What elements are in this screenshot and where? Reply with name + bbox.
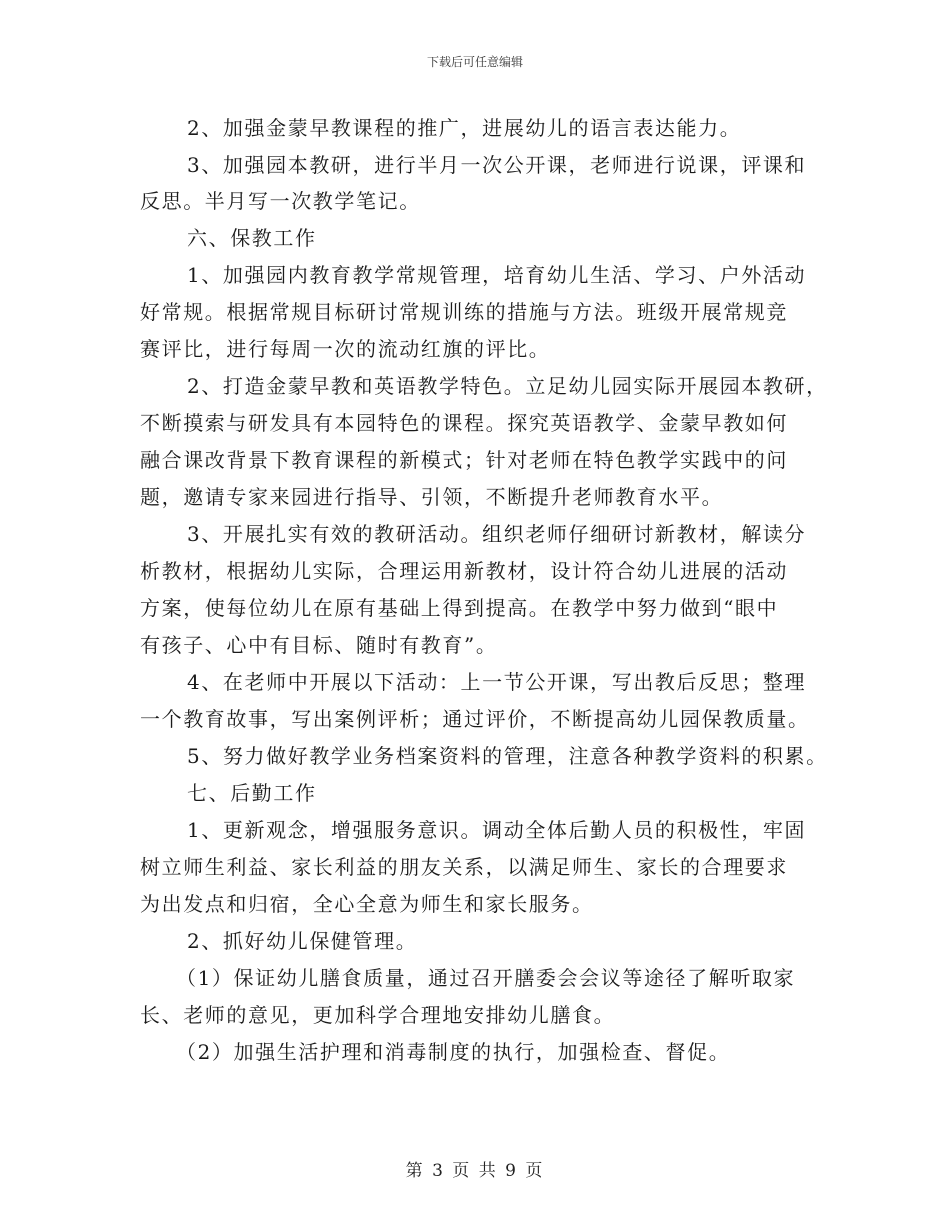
paragraph-line: 题，邀请专家来园进行指导、引领，不断提升老师教育水平。 [140, 485, 724, 509]
paragraph-line: 树立师生利益、家长利益的朋友关系，以满足师生、家长的合理要求 [140, 855, 788, 879]
paragraph-line: 好常规。根据常规目标研讨常规训练的措施与方法。班级开展常规竞 [140, 300, 788, 324]
paragraph-line: 4、在老师中开展以下活动：上一节公开课，写出教后反思；整理 [187, 670, 807, 694]
paragraph-line: 赛评比，进行每周一次的流动红旗的评比。 [140, 337, 551, 361]
paragraph-line: 2、加强金蒙早教课程的推广，进展幼儿的语言表达能力。 [187, 116, 742, 140]
paragraph-line: 方案，使每位幼儿在原有基础上得到提高。在教学中努力做到“眼中 [140, 596, 779, 620]
paragraph-line: 1、加强园内教育教学常规管理，培育幼儿生活、学习、户外活动 [187, 263, 807, 287]
page-footer: 第 3 页 共 9 页 [405, 1161, 545, 1181]
paragraph-line: 5、努力做好教学业务档案资料的管理，注意各种教学资料的积累。 [187, 744, 828, 768]
paragraph-line: 一个教育故事，写出案例评析；通过评价，不断提高幼儿园保教质量。 [140, 707, 810, 731]
paragraph-line: 2、打造金蒙早教和英语教学特色。立足幼儿园实际开展园本教研， [187, 374, 828, 398]
paragraph-line: 不断摸索与研发具有本园特色的课程。探究英语教学、金蒙早教如何 [140, 411, 788, 435]
paragraph-line: 长、老师的意见，更加科学合理地安排幼儿膳食。 [140, 1003, 616, 1027]
paragraph-line: 为出发点和归宿，全心全意为师生和家长服务。 [140, 892, 594, 916]
paragraph-line: 1、更新观念，增强服务意识。调动全体后勤人员的积极性，牢固 [187, 818, 807, 842]
paragraph-line: 反思。半月写一次教学笔记。 [140, 189, 421, 213]
paragraph-line: （1）保证幼儿膳食质量，通过召开膳委会会议等途径了解听取家 [176, 966, 796, 990]
section-heading: 六、保教工作 [187, 226, 317, 250]
paragraph-line: （2）加强生活护理和消毒制度的执行，加强检查、督促。 [176, 1040, 731, 1064]
paragraph-line: 融合课改背景下教育课程的新模式；针对老师在特色教学实践中的问 [140, 448, 788, 472]
paragraph-line: 2、抓好幼儿保健管理。 [187, 929, 418, 953]
section-heading: 七、后勤工作 [187, 781, 317, 805]
page-header: 下载后可任意编辑 [426, 55, 523, 69]
paragraph-line: 3、开展扎实有效的教研活动。组织老师仔细研讨新教材，解读分 [187, 522, 807, 546]
paragraph-line: 有孩子、心中有目标、随时有教育”。 [140, 633, 498, 657]
paragraph-line: 析教材，根据幼儿实际，合理运用新教材，设计符合幼儿进展的活动 [140, 559, 788, 583]
paragraph-line: 3、加强园本教研，进行半月一次公开课，老师进行说课，评课和 [187, 153, 807, 177]
